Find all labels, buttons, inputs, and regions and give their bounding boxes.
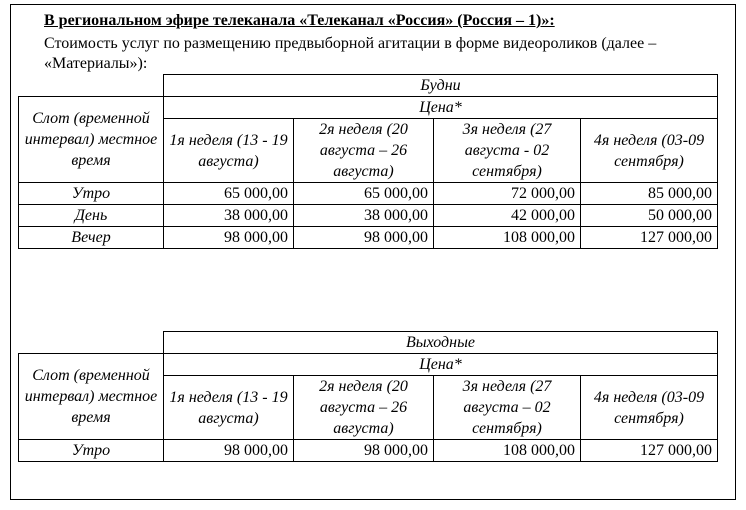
slot-cell: День [19,205,164,227]
price-cell: 108 000,00 [434,227,581,249]
slot-cell: Утро [19,440,164,462]
slot-cell: Вечер [19,227,164,249]
table-corner [19,332,164,354]
intro-text: Стоимость услуг по размещению предвыборной агитации в форме видеороликов (далее – «Материалы»): [44,35,657,72]
week-header: 4я неделя (03-09 сентября) [581,376,718,440]
price-cell: 108 000,00 [434,440,581,462]
day-type-header: Выходные [164,332,718,354]
table-row [19,227,718,249]
price-cell: 98 000,00 [164,440,294,462]
slot-header: Слот (временной интервал) местное время [19,354,164,440]
price-cell: 98 000,00 [294,227,434,249]
price-cell: 72 000,00 [434,183,581,205]
week-header: 1я неделя (13 - 19 августа) [164,376,294,440]
week-header: 1я неделя (13 - 19 августа) [164,119,294,183]
price-cell: 65 000,00 [294,183,434,205]
day-type-header: Будни [164,75,718,97]
table-corner [19,75,164,97]
table-row [19,183,718,205]
slot-header: Слот (временной интервал) местное время [19,97,164,183]
weekdays-price-table [18,74,718,249]
price-cell: 98 000,00 [294,440,434,462]
price-header: Цена* [164,354,718,376]
price-cell: 98 000,00 [164,227,294,249]
price-cell: 65 000,00 [164,183,294,205]
price-cell: 50 000,00 [581,205,718,227]
week-header: 2я неделя (20 августа – 26 августа) [294,376,434,440]
price-cell: 127 000,00 [581,227,718,249]
slot-cell: Утро [19,183,164,205]
price-cell: 42 000,00 [434,205,581,227]
week-header: 3я неделя (27 августа - 02 сентября) [434,119,581,183]
price-header: Цена* [164,97,718,119]
section-heading: В региональном эфире телеканала «Телеканал «Россия» (Россия – 1)»: [44,12,555,29]
price-cell: 127 000,00 [581,440,718,462]
week-header: 3я неделя (27 августа – 02 сентября) [434,376,581,440]
price-cell: 38 000,00 [164,205,294,227]
week-header: 2я неделя (20 августа – 26 августа) [294,119,434,183]
table-row [19,440,718,462]
table-row [19,205,718,227]
week-header: 4я неделя (03-09 сентября) [581,119,718,183]
weekends-price-table [18,331,718,462]
price-cell: 38 000,00 [294,205,434,227]
price-cell: 85 000,00 [581,183,718,205]
